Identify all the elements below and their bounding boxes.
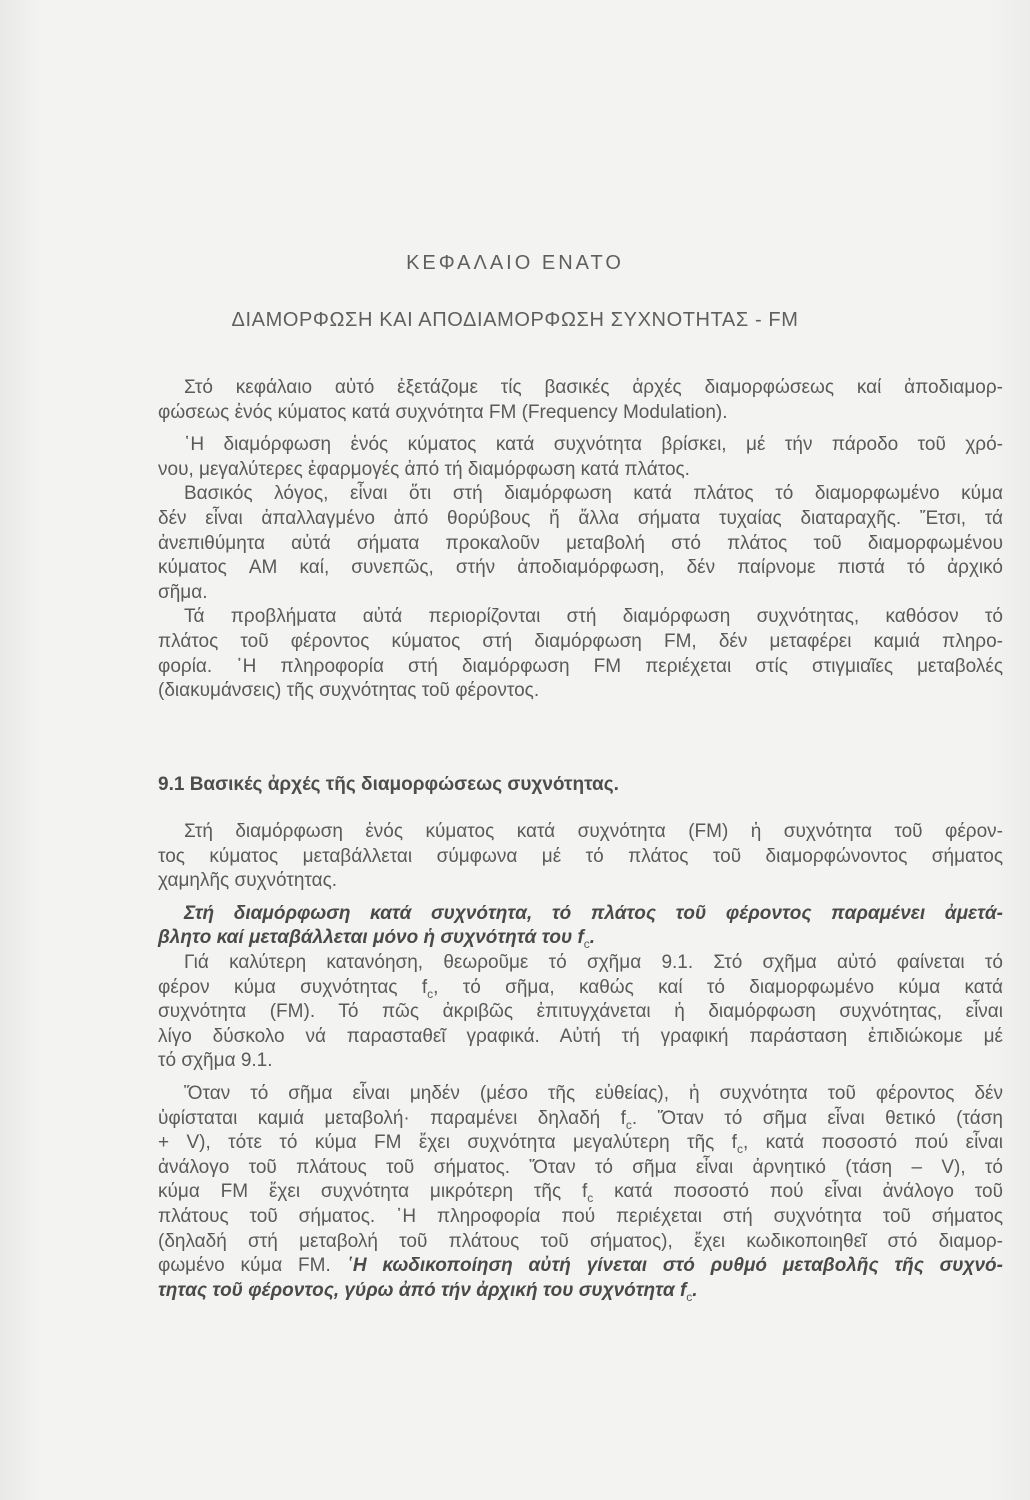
text-line (158, 1156, 1003, 1181)
text-segment: πλάτους τοῦ σήματος. ῾Η πληροφορία πού περιέχεται στή συχνότητα τοῦ σήματος (158, 1205, 1003, 1227)
text-segment: τό σχῆμα 9.1. (158, 1050, 273, 1072)
text-segment: ἀνεπιθύμητα αὐτά σήματα προκαλοῦν μεταβολή στό πλάτος τοῦ διαμορφωμένου (158, 532, 1003, 554)
subscript: c (583, 937, 590, 952)
text-segment: Ὅταν τό σῆμα εἶναι μηδέν (μέσο τῆς εὐθείας), ἡ συχνότητα τοῦ φέροντος δέν (184, 1082, 1003, 1104)
subscript: c (427, 986, 434, 1001)
text-segment: φορία. ῾Η πληροφορία στή διαμόρφωση FM περιέχεται στίς στιγμιαῖες μεταβολές (158, 655, 1003, 677)
text-segment: χαμηλῆς συχνότητας. (158, 870, 338, 892)
chapter-label: ΚΕΦΑΛΑΙΟ ΕΝΑΤΟ (406, 252, 624, 274)
chapter-title: ΔΙΑΜΟΡΦΩΣΗ ΚΑΙ ΑΠΟΔΙΑΜΟΡΦΩΣΗ ΣΥΧΝΟΤΗΤΑΣ - FM (231, 309, 799, 331)
text-segment: Τά προβλήματα αὐτά περιορίζονται στή διαμόρφωση συχνότητας, καθόσον τό (184, 606, 1003, 628)
text-line (158, 581, 1003, 606)
emphasis-text: . (692, 1279, 698, 1301)
text-segment: (δηλαδή στή μεταβολή τοῦ πλάτους τοῦ σήματος), ἔχει κωδικοποιηθεῖ στό διαμορ- (158, 1230, 1003, 1252)
text-line (158, 1279, 1003, 1304)
paragraph (158, 902, 1003, 951)
text-segment: . Ὅταν τό σῆμα εἶναι θετικό (τάση (631, 1107, 1003, 1129)
paragraph (158, 605, 1003, 703)
text-segment: δέν εἶναι ἀπαλλαγμένο ἀπό θορύβους ἤ ἄλλα σήματα τυχαίας διαταραχῆς. Ἔτσι, τά (158, 507, 1003, 529)
emphasis-text: . (589, 927, 596, 949)
subscript: c (625, 1117, 632, 1132)
text-line (158, 1049, 1003, 1074)
text-line (158, 556, 1003, 581)
text-line (158, 1000, 1003, 1025)
text-segment: κύμα FM ἔχει συχνότητα μικρότερη τῆς f (158, 1181, 588, 1203)
text-line (158, 458, 1003, 483)
text-line (158, 1107, 1003, 1132)
text-segment: ῾Η διαμόρφωση ἑνός κύματος κατά συχνότητα βρίσκει, μέ τήν πάροδο τοῦ χρό- (184, 434, 1003, 456)
text-line (158, 976, 1003, 1001)
text-segment: (διακυμάνσεις) τῆς συχνότητας τοῦ φέροντος. (158, 680, 540, 702)
text-line (158, 1180, 1003, 1205)
emphasis-text: τητας τοῦ φέροντος, γύρω ἀπό τήν ἀρχική του συχνότητα f (158, 1279, 687, 1301)
text-line (158, 532, 1003, 557)
text-line (158, 401, 1003, 426)
subscript: c (686, 1289, 693, 1304)
text-line (158, 1205, 1003, 1230)
paragraph (158, 482, 1003, 605)
paragraph (158, 1082, 1003, 1303)
text-segment: λίγο δύσκολο νά παρασταθεῖ γραφικά. Αὐτή τή γραφική παράσταση ἐπιδιώκομε μέ (158, 1025, 1003, 1047)
text-segment: νου, μεγαλύτερες ἐφαρμογές ἀπό τή διαμόρφωση κατά πλάτος. (158, 458, 690, 480)
text-segment: ἀνάλογο τοῦ πλάτους τοῦ σήματος. Ὅταν τό σῆμα εἶναι ἀρνητικό (τάση – V), τό (158, 1156, 1003, 1178)
section-heading: 9.1 Βασικές ἀρχές τῆς διαμορφώσεως συχνότητας. (158, 774, 619, 795)
text-line (158, 1254, 1003, 1279)
paragraph (158, 820, 1003, 894)
text-line (158, 507, 1003, 532)
text-segment: κατά ποσοστό πού εἶναι ἀνάλογο τοῦ (593, 1181, 1003, 1203)
subscript: c (736, 1142, 743, 1157)
text-segment: κύματος AM καί, συνεπῶς, στήν ἀποδιαμόρφωση, δέν παίρνομε πιστά τό ἀρχικό (158, 557, 1003, 579)
text-segment: συχνότητα (FM). Τό πῶς ἀκριβῶς ἐπιτυγχάνεται ἡ διαμόρφωση συχνότητας, εἶναι (158, 1001, 1003, 1023)
text-segment: , τό σῆμα, καθώς καί τό διαμορφωμένο κύμα κατά (433, 976, 1003, 998)
text-line (158, 433, 1003, 458)
text-segment: φωμένο κύμα FM. (158, 1255, 347, 1277)
subscript: c (587, 1191, 594, 1206)
emphasis-text: ῾Η κωδικοποίηση αὐτή γίνεται στό ρυθμό μεταβολῆς τῆς συχνό- (346, 1255, 1003, 1277)
text-segment: + V), τότε τό κύμα FM ἔχει συχνότητα μεγαλύτερη τῆς f (158, 1132, 737, 1154)
emphasis-text: Στή διαμόρφωση κατά συχνότητα, τό πλάτος τοῦ φέροντος παραμένει ἀμετά- (184, 902, 1003, 924)
text-line (158, 1230, 1003, 1255)
text-segment: τος κύματος μεταβάλλεται σύμφωνα μέ τό πλάτος τοῦ διαμορφώνοντος σήματος (158, 845, 1003, 867)
text-segment: Στή διαμόρφωση ἑνός κύματος κατά συχνότητα (FM) ἡ συχνότητα τοῦ φέρον- (184, 821, 1003, 842)
text-line (158, 376, 1003, 401)
text-segment: Γιά καλύτερη κατανόηση, θεωροῦμε τό σχῆμα 9.1. Στό σχῆμα αὐτό φαίνεται τό (184, 951, 1003, 973)
text-line (158, 1131, 1003, 1156)
text-line (158, 845, 1003, 870)
paragraph (158, 433, 1003, 482)
text-line (158, 820, 1003, 845)
text-segment: , κατά ποσοστό πού εἶναι (742, 1132, 1004, 1154)
text-segment: φέρον κύμα συχνότητας f (158, 976, 428, 998)
section-text (158, 820, 1003, 1303)
text-line (158, 679, 1003, 704)
text-line (158, 1082, 1003, 1107)
text-segment: φώσεως ἑνός κύματος κατά συχνότητα FM (Frequency Modulation). (158, 401, 728, 423)
text-segment: σῆμα. (158, 581, 208, 603)
text-line (158, 951, 1003, 976)
text-segment: πλάτος τοῦ φέροντος κύματος στή διαμόρφωση FM, δέν μεταφέρει καμιά πληρο- (158, 630, 1003, 652)
text-line (158, 655, 1003, 680)
text-segment: Βασικός λόγος, εἶναι ὅτι στή διαμόρφωση κατά πλάτος τό διαμορφωμένο κύμα (184, 483, 1003, 505)
text-line (158, 926, 1003, 951)
text-line (158, 605, 1003, 630)
text-segment: ὑφίσταται καμιά μεταβολή· παραμένει δηλαδή f (158, 1107, 626, 1129)
text-line (158, 902, 1003, 927)
text-line (158, 1025, 1003, 1050)
emphasis-text: βλητο καί μεταβάλλεται μόνο ἡ συχνότητά του f (158, 927, 584, 949)
text-line (158, 869, 1003, 894)
paragraph (158, 951, 1003, 1074)
intro-text (158, 376, 1003, 704)
text-segment: Στό κεφάλαιο αὐτό ἐξετάζομε τίς βασικές ἀρχές διαμορφώσεως καί ἀποδιαμορ- (184, 377, 1003, 398)
paragraph (158, 376, 1003, 425)
text-line (158, 482, 1003, 507)
text-line (158, 630, 1003, 655)
